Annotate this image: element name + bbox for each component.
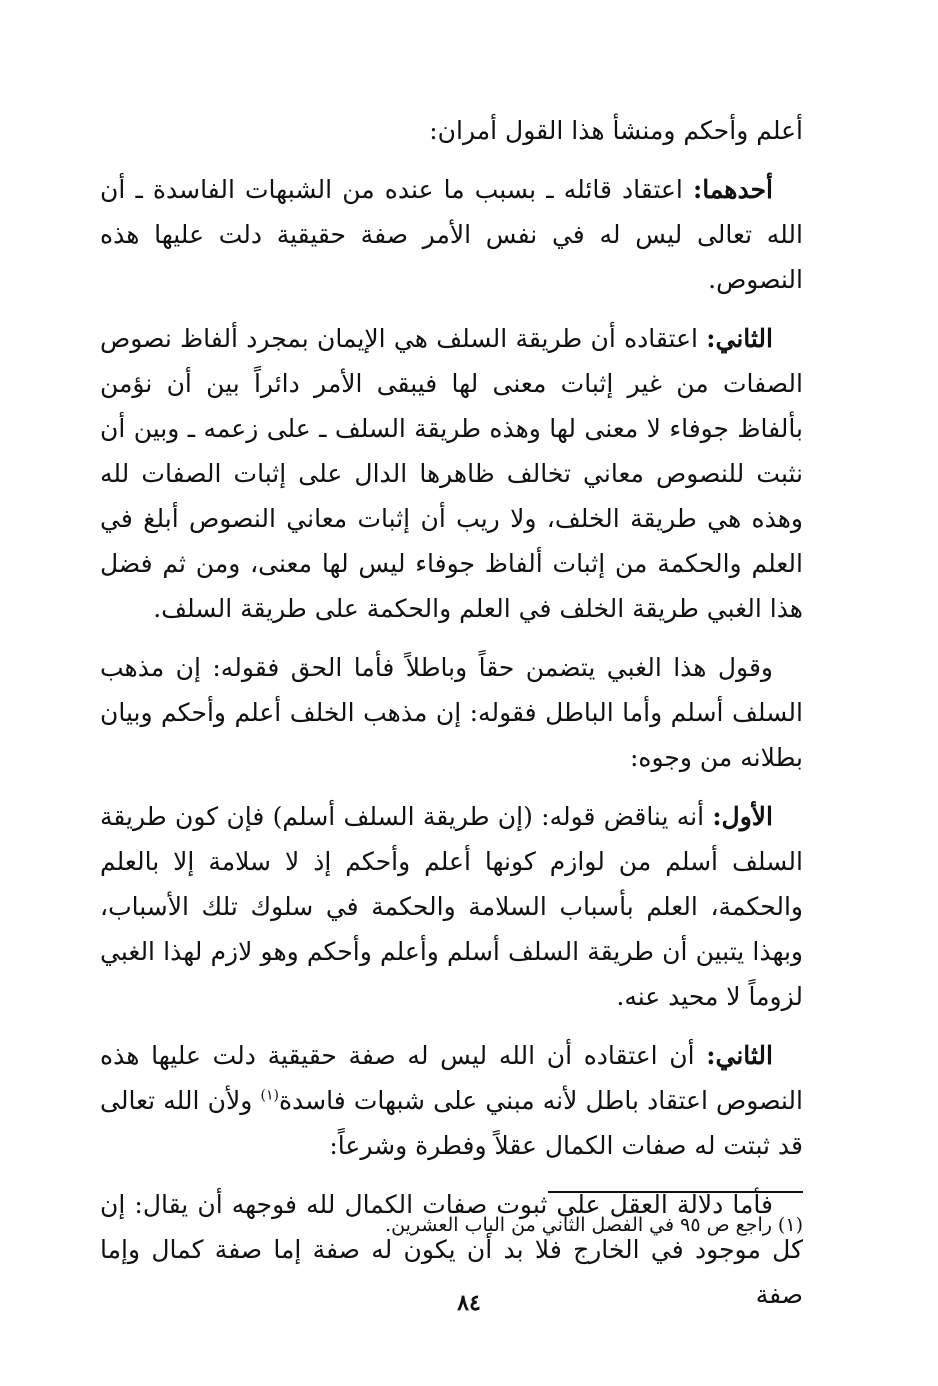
paragraph-3: [100, 316, 803, 631]
paragraph-1: [100, 108, 803, 153]
paragraph-6: [100, 1033, 803, 1168]
paragraph-text: اعتقاد قائله ـ بسبب ما عنده من الشبهات الفاسدة ـ أن الله تعالى ليس له في نفس الأمر صفة حقيقية دلت عليها هذه النصوص.: [100, 175, 803, 294]
paragraph-text: اعتقاده أن طريقة السلف هي الإيمان بمجرد ألفاظ نصوص الصفات من غير إثبات معنى لها فيبقى الأمر دائراً بين أن نؤمن بألفاظ جوفاء لا معنى لها وهذه طريقة السلف ـ على زعمه ـ وبين أن نثبت للنصوص معاني تخالف ظاهرها الدال على إثبات الصفات لله وهذه هي طريقة الخلف، ولا ريب أن إثبات معاني النصوص أبلغ في العلم والحكمة من إثبات ألفاظ جوفاء ليس لها معنى، ومن ثم فضل هذا الغبي طريقة الخلف في العلم والحكمة على طريقة السلف.: [100, 324, 803, 623]
paragraph-4: [100, 645, 803, 780]
paragraph-lead: الثاني:: [706, 324, 773, 353]
paragraph-lead: الأول:: [712, 802, 773, 831]
main-text: [100, 108, 803, 1331]
paragraph-lead: الثاني:: [706, 1041, 773, 1070]
paragraph-text: أن اعتقاده أن الله ليس له صفة حقيقية دلت عليها هذه النصوص اعتقاد باطل لأنه مبني على شبهات فاسدة: [100, 1041, 803, 1115]
paragraph-text: أعلم وأحكم ومنشأ هذا القول أمران:: [429, 116, 803, 145]
paragraph-2: [100, 167, 803, 302]
footnote-divider: [548, 1191, 803, 1193]
paragraph-text-continued: ولأن الله تعالى قد ثبتت له صفات الكمال عقلاً وفطرة وشرعاً:: [100, 1086, 803, 1160]
paragraph-lead: أحدهما:: [692, 175, 773, 204]
paragraph-text: أنه يناقض قوله: (إن طريقة السلف أسلم) فإن كون طريقة السلف أسلم من لوازم كونها أعلم وأحكم إذ لا سلامة إلا بالعلم والحكمة، العلم بأسباب السلامة والحكمة في سلوك تلك الأسباب، وبهذا يتبين أن طريقة السلف أسلم وأعلم وأحكم وهو لازم لهذا الغبي لزوماً لا محيد عنه.: [100, 802, 803, 1011]
paragraph-5: [100, 794, 803, 1019]
footnote-marker[interactable]: (١): [260, 1087, 279, 1104]
footnote: (١) راجع ص ٩٥ في الفصل الثاني من الباب العشرين.: [385, 1214, 803, 1236]
paragraph-text: وقول هذا الغبي يتضمن حقاً وباطلاً فأما الحق فقوله: إن مذهب السلف أسلم وأما الباطل فقوله: إن مذهب الخلف أعلم وأحكم وبيان بطلانه من وجوه:: [100, 653, 803, 772]
paragraph-text: فأما دلالة العقل على ثبوت صفات الكمال لله فوجهه أن يقال: إن كل موجود في الخارج فلا بد أن يكون له صفة إما صفة كمال وإما صفة: [100, 1190, 803, 1309]
page-number: ٨٤: [457, 1290, 481, 1316]
